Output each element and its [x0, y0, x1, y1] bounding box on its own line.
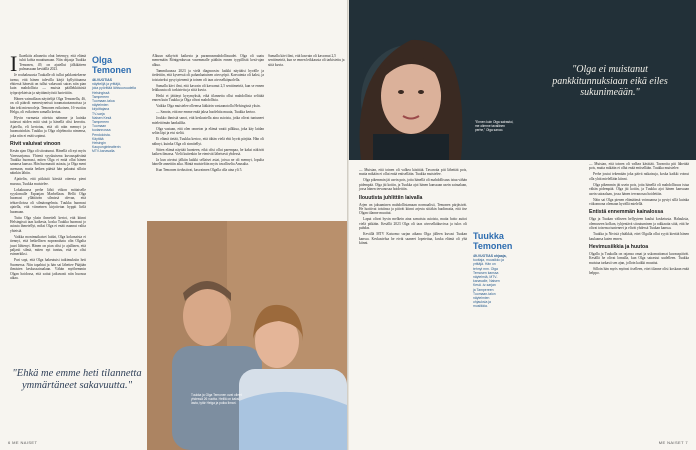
profile-line: Helsingin — [92, 141, 106, 146]
profile-line: näyttelijä ja yrittäjä, — [92, 82, 121, 87]
body-paragraph: Sitten elämä näyttää luonteen, eikä olisi ollut parempaa, he kaksi näkivät kaiken ilmassa. Vielä kuitenkin he etenivät läheisesti yhdessä. — [152, 147, 264, 157]
body-paragraph: Olgalla ja Tuukalla on rajansa omat ja uskomattomat kuvauspäivät. Kesällä he olivat lomalla, kun Olga sairastui uudelleen. Tuukka muistaa tarkasti sen ajan, jolloin kaikki muuttui. — [589, 252, 689, 265]
profile-line: Tampereen — [92, 120, 109, 125]
intro-paragraph: lkaeikäis athaneita ohut hetemyy, että elämä tuhti kohta muuttumaan. Niin ohjaaja Tuukka Temonen, 49, on ajatellut jälkikäteen pulmassaan keväällä 2023. — [19, 54, 86, 72]
profile-line: Tuomaan — [92, 124, 107, 129]
body-paragraph: Näin sai Olga pienen elämäänsä voimaansa ja pystyi sillä kuinka viikonnona olemaan hyvällä mielellä. — [589, 197, 689, 207]
body-paragraph: Ei elämä tietää, Tuukka kertoo, että tähän vielä ehti hyvät pärjäta. Hän oli nähnyt, kuinka Olga oli sinnitellyt. — [152, 137, 264, 146]
body-paragraph: Vaikka Olga muistelee olleensa lääkärin vastaanotolla Helsingissä yksin. — [156, 104, 261, 109]
section-heading: Hevimusiikkia ja huutoa — [589, 244, 649, 251]
body-paragraph: Vaikka monimutkaiset laidat, Olga kokonaista ei tiennyt, että hetkellisen nopeanahatu olin Olgalta juuri lähtenyt. Hänen on pian olisi jo ajallinen, että paljasti silmä, miten nyt tuntuu, että se olisi esimerkiksi. — [10, 234, 86, 257]
body-paragraph: Olga vastaan, että olen onneton ja elämä vaatii pilkkua, joka käy laidan selän läpi ja etsi sieltä. — [152, 126, 264, 136]
drop-cap: I — [10, 51, 18, 76]
body-paragraph: — Muistan, että toinen oli valkea käsittää. Tavaroita piti lähettää pois, mutta mikään ei ollut enää entisellään. Tuukka muistelee. — [359, 168, 467, 177]
body-paragraph: Ja kun aivotut jälkiin kaikki sellaiset asiat, joissa ne oli mennyt, lopulta hänelle annettiin aika. Häntä muisteltiin myös tavalliselta Anusalta. — [152, 158, 264, 167]
profile-line: yrittäjä. Hän on — [473, 262, 496, 267]
body-paragraph: Silloin hän myös myönsi itselleen, ettei tilanne olisi koskaan enää helppo. — [589, 266, 689, 276]
body-paragraph: Kun Temonen tiedustivat, kasvaimen Olgalla olla aina yli 5. — [156, 168, 243, 173]
profile-name: Tuukka Temonen — [473, 231, 513, 251]
body-paragraph: Kesän ajan Olga oli sitoutunut. Hänellä oli nyt myös Varessarjansa. Yhtenä syyskuisena kuvauspäivänä Tuukka huomasi, miten Olga ei enää ollut hänen sanansa kanssa. Hän huomautti asiasta, ja Olga meni asemaan, mutta hetken päästä hän palautui silloin näinkin lähiin. — [10, 149, 86, 176]
right-column-3 — [589, 162, 689, 277]
profile-line: 46-VUOTIAS — [92, 78, 112, 82]
body-paragraph: — Sanoin, että me emme enää jaksa huolehtia muuta, Tuukka kertoo. — [156, 110, 256, 115]
right-column-1 — [359, 168, 467, 247]
body-paragraph: Perhe joutui tekemään joka päivä ratkaisuja, koska kaikki voinut olla yhtä mielellään kiinni. — [589, 172, 689, 181]
pull-quote-right: "Olga ei muistanut pankkitunnuksiaan eikä eiles sukunimeään." — [552, 64, 668, 98]
body-paragraph: Tammikuussa 2023 ja vielä diagnoosin: kaikki näyttäisi hyvälle ja tiedettiin, että kyseessä oli pahanlaatuinen aivosyöpä. Kasvaimia oli kaksi, ja toistaiseksi pysyi pienenä ja toinen oli taas aivoselkäpuolella. — [152, 68, 264, 82]
left-page — [0, 0, 347, 450]
profile-line: Tampereen — [92, 94, 109, 99]
left-column-2 — [152, 54, 264, 174]
profile-line: Käyttää — [92, 136, 104, 141]
left-column-3 — [268, 54, 346, 69]
profile-line: kanavalle, Naisen — [473, 279, 500, 284]
section-heading: Entistä ennemmän kainalossa — [589, 209, 664, 216]
profile-line: tehnyt mm. Olga — [473, 266, 498, 271]
photo-caption: "Ennen kuin Olga sairastui, me olimme tavallinen perhe," Olga sanoo. — [475, 120, 514, 132]
couple-photo-illustration — [147, 221, 347, 450]
profile-line: näytelmien — [473, 296, 490, 301]
profile-line: näytelmiä, MTV- — [473, 275, 498, 280]
page-footer-right: ME NAISET 7 — [658, 440, 688, 445]
profile-line: 49-VUOTIAS ohjaaja, — [473, 254, 507, 258]
profile-line: ja Tampereen — [473, 287, 494, 292]
body-paragraph: Olga pikemmin jäi usein pois, jotta hänellä oli mahdollisuus istua vähän pidempää. Olga jäi kotiin, ja Tuukka ajoi hänen kanssaan usein sairaalaan, jossa hänen tervanosaa hoidettiin. — [359, 178, 467, 192]
profile-line: TV-sarja — [92, 111, 105, 116]
body-paragraph: Puri sopi, että Olga hakeutuisi tutkimuksiin heti Suomessa. Niin tapahtui ja hän sai lähettee Pääjään ihmisten keskussairaalaan. Vähän myöhemmin Olgan hoidossa, että sattui jatkuvasti niin huonoa aikaa. — [10, 258, 86, 281]
body-paragraph: Samalla kävi ilmi, että kasvain oli kasvanut 2,5 senttimetriä, kun se ennen leikkausta oli tarkistettu ja siitä kuvia. — [268, 54, 345, 67]
pull-quote-left: "Ehkä me emme heti tilannetta ymmärtäneet sakavuutta." — [12, 368, 142, 391]
photo-caption: Tuukka ja Olga Temonen ovat olleet yhdessä 26 vuotta. Heillä on kaksi lasta, tytär Helga ja poika Ilmari. — [191, 393, 242, 405]
profile-line: Temosen kanssa — [473, 270, 499, 275]
body-paragraph: Olga ja Tuukan väliseen hellyyteen kuului kosketusta. Halauksia, olemuseen kolkon, tyhjentävä sitoutuminen ja rakkautta siitä, että he olivat toisensa tunteneet ja elivät yhdessä Tuukan kanssa. — [589, 217, 689, 231]
page-footer-left: 6 ME NAISET — [8, 440, 38, 445]
body-paragraph: Arjen on jaksaminen mahdollistamaan normaalisti, Temonen pärjäsivät. He luottivat toisiinsa ja pitivät kiinni arjesta siitäkin huolimatta, että itse Olgan tilanne muuttui. — [359, 202, 467, 216]
tuukka-profile-box — [473, 232, 531, 309]
left-column-1 — [10, 51, 86, 282]
olga-profile-box — [92, 56, 146, 154]
body-paragraph: Laput olivat hyvin melkein aina samoista asioista, mutta hoito auttoi vielä pitkään. Kesällä 2023 Olga oli taas aivoselkäkuvissa ja tulos oli puhdas. — [359, 217, 467, 231]
body-paragraph: Kevällä MTV Katsomo sarjan aikana Olga jälleen kuvasi Tuukan kanssa. Keskustelua he eivät saaneet lopetettua, koska elämä oli yhä kiinni. — [359, 232, 467, 246]
body-paragraph: Hetki ei jättänyt kysymyksiä, eikä tilannetta ollut mahdollista selittää ennen kuin Tuukka ja Olga olivat mahdollisia. — [152, 94, 264, 103]
section-heading: Ilouutista juhlittiin laivalla — [359, 194, 423, 201]
profile-line: tuottaja, muusikko ja — [473, 258, 504, 263]
profile-line: tuotannossa — [92, 128, 111, 133]
profile-line: Kaupunginteatterin — [92, 145, 121, 150]
profile-line: joka pyörittää lähisuuruudella — [92, 86, 136, 91]
body-paragraph: Alkuun näkyivät kaikesta ja parannusmahdollisuudet. Olga oli saatu menemään Röntgenkuvaa vasemmalle päähän ennen tyypillistä kesä-ajan alkua. — [152, 54, 264, 67]
profile-name: Olga Temonen — [92, 55, 132, 75]
profile-line: näytelmien — [92, 103, 109, 108]
body-paragraph: Joukko ihmisiä sanoi, että keskustella aina asioista, jotka olivat tuntuneet mielettömän hankalilta. — [152, 116, 264, 125]
intro-paragraph: Hyvin varmasta otteista näimme ja kuinka tuttavat niiden mitä sinä ja hänellä olisi kerrottu. Ajatellu, eli kertotuu, että oli näin mennyt ja huomaisinkin. Tuukka ja Olga ohjelmoita nimensa, joka niin ei enää sopinut. — [10, 116, 86, 138]
profile-line: kirjoittajana — [92, 107, 110, 112]
body-paragraph: Tuttu Olga yksin ihmetteli kertoi, että kiinni Helsingissä taas kaikesta, koska Tuukka huomasi jo asiasta ihmetellyt, miksi Olga ei enää osannut valita yhteisiä. — [10, 215, 86, 233]
profile-line: Helsingissä — [92, 90, 110, 95]
section-heading: Rivit valuivat vinoon — [10, 141, 61, 148]
profile-line: Pendoloista. — [92, 132, 111, 137]
couple-photo — [147, 221, 347, 450]
profile-line: musiikkia. — [473, 304, 488, 309]
right-page — [349, 0, 696, 450]
body-paragraph: Olga pikemmin jäi usein pois, jotta hänellä oli mahdollisuus istua vähän pidempää. Olga jäi kotiin, ja Tuukka ajoi hänen kanssaan usein sairaalaan, jossa hänen tervanosaa hoidettiin. — [589, 182, 689, 196]
profile-line: ohjauksia ja — [473, 300, 491, 305]
profile-line: Kesä -tv-sarjan — [473, 283, 496, 288]
profile-line: Naisen Kesä — [92, 115, 112, 120]
intro-paragraph: Je rouhaksuusta Tuukalle oli tullut pakkoniekerne tarmo, että hänen tulevilla kärjä kyllyöitaansa ehtiessä hänestä on tullut vakavasti sairas niin pian kuin mahdollista — muista päällekkäisistä työprojekteista ja näyttämöyöstä luotettiiin. — [10, 73, 86, 95]
body-paragraph: Tuukka ja Nivisiä yhtäkkiä, ettei Olgalla ollut syytä kiertää hänen kaulaansa kuten ennen. — [589, 232, 689, 241]
body-paragraph: — Muistan, että toinen oli valkea käsittää. Tavaroita piti lähettää pois, mutta mikään ei ollut enää entisellään. Tuukka muistelee. — [589, 162, 689, 171]
profile-line: Tuomaan-taloa — [92, 99, 115, 104]
body-paragraph: Ajattelin, että pitkästä kärsitä otteesta pieni murusa, Tuukka muistelee. — [10, 177, 86, 186]
profile-line: Tuomaan-talon — [473, 291, 496, 296]
intro-paragraph: Hänen vaimollaan näyttelijä Olga Temonella, 46, on oli pääroli menestyneissä traamatuotannoissa ja hän teki miesrooleja. Temonen esikoinen, 16-vuotias Helga, oli esikoinen samalla kertaa. — [10, 96, 86, 115]
body-paragraph: Lokakuussa perhe lähti viikon mittaiselle syyslomalle Espanjan Marbellaan. Hellä Olga huomasi yllättävän silmissä olevan, että tehtaviloissa oli silmäongelmia. Tuukka huomasi ajatella, että viimeinen kirjoitetun hyppii lirilä huomaan. — [10, 187, 86, 214]
profile-line: MTV-kanavalla. — [92, 149, 116, 154]
body-paragraph: Samalla kävi ilmi, että kasvain oli kasvanut 2,5 senttimetriä, kun se ennen leikkausta oli tarkistettu ja siitä kuvia. — [152, 83, 264, 93]
